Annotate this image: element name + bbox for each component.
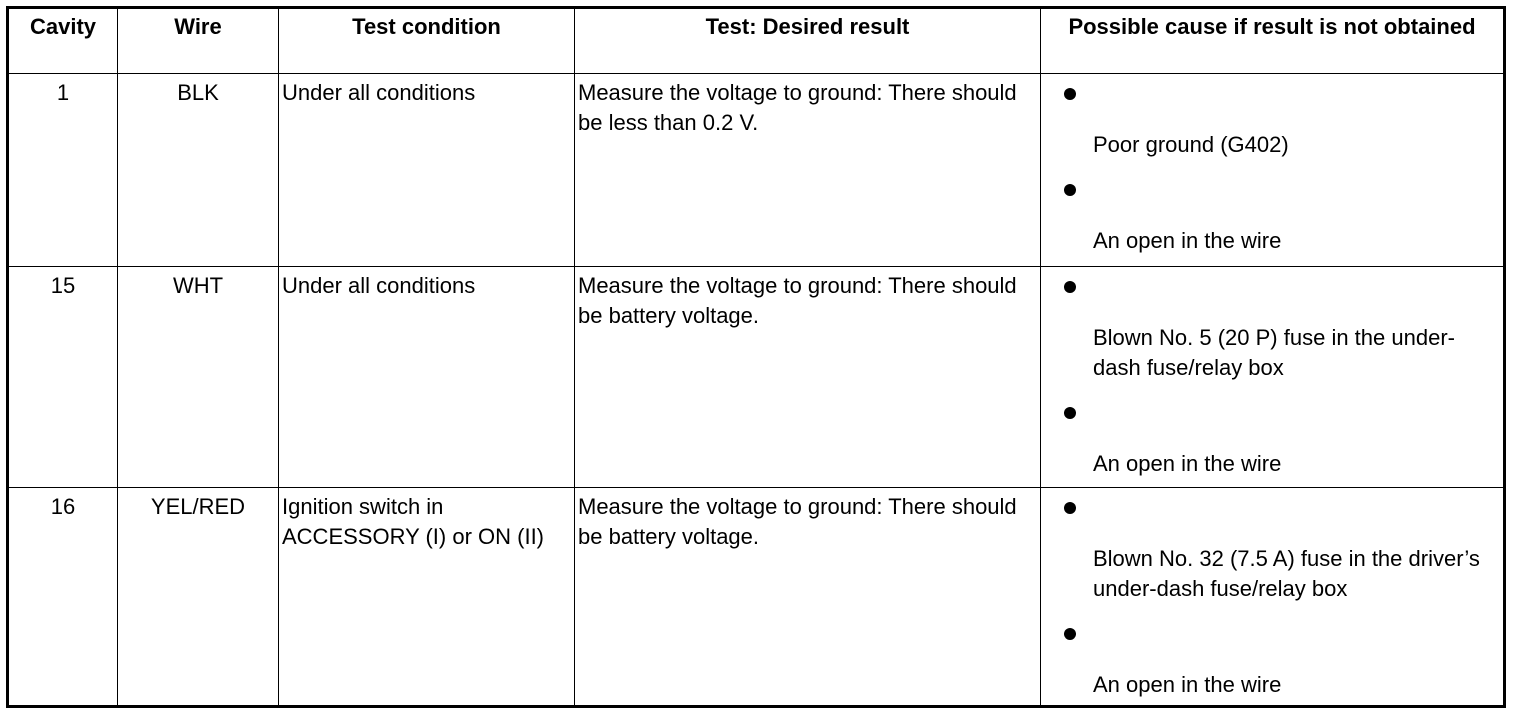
cause-item xyxy=(1061,628,1493,700)
cause-item xyxy=(1061,502,1493,604)
cause-text: Blown No. 32 (7.5 A) fuse in the driver’s under-dash fuse/relay box xyxy=(1093,546,1480,601)
bullet-icon xyxy=(1064,628,1076,640)
header-possible-cause: Possible cause if result is not obtained xyxy=(1041,9,1503,74)
bullet-icon xyxy=(1064,502,1076,514)
cause-cell xyxy=(1041,74,1503,267)
condition-cell: Under all conditions xyxy=(279,267,575,488)
cavity-cell: 16 xyxy=(9,488,118,708)
result-cell: Measure the voltage to ground: There should be less than 0.2 V. xyxy=(575,74,1041,267)
cause-cell xyxy=(1041,267,1503,488)
wire-cell: YEL/RED xyxy=(118,488,279,708)
cavity-cell: 1 xyxy=(9,74,118,267)
cause-cell xyxy=(1041,488,1503,708)
cause-text: An open in the wire xyxy=(1093,228,1282,253)
cause-item xyxy=(1061,184,1493,256)
header-wire: Wire xyxy=(118,9,279,74)
cavity-cell: 15 xyxy=(9,267,118,488)
bullet-icon xyxy=(1064,407,1076,419)
cause-text: An open in the wire xyxy=(1093,672,1282,697)
header-test-condition: Test condition xyxy=(279,9,575,74)
bullet-icon xyxy=(1064,184,1076,196)
diagnostic-table xyxy=(6,6,1506,708)
bullet-icon xyxy=(1064,281,1076,293)
cause-item xyxy=(1061,281,1493,383)
condition-cell: Under all conditions xyxy=(279,74,575,267)
cause-text: An open in the wire xyxy=(1093,451,1282,476)
condition-cell: Ignition switch in ACCESSORY (I) or ON (II) xyxy=(279,488,575,708)
header-cavity: Cavity xyxy=(9,9,118,74)
wire-cell: BLK xyxy=(118,74,279,267)
result-cell: Measure the voltage to ground: There should be battery voltage. xyxy=(575,488,1041,708)
header-desired-result: Test: Desired result xyxy=(575,9,1041,74)
wire-cell: WHT xyxy=(118,267,279,488)
result-cell: Measure the voltage to ground: There should be battery voltage. xyxy=(575,267,1041,488)
cause-item xyxy=(1061,88,1493,160)
cause-text: Blown No. 5 (20 P) fuse in the under-dash fuse/relay box xyxy=(1093,325,1455,380)
cause-text: Poor ground (G402) xyxy=(1093,132,1289,157)
cause-item xyxy=(1061,407,1493,479)
bullet-icon xyxy=(1064,88,1076,100)
